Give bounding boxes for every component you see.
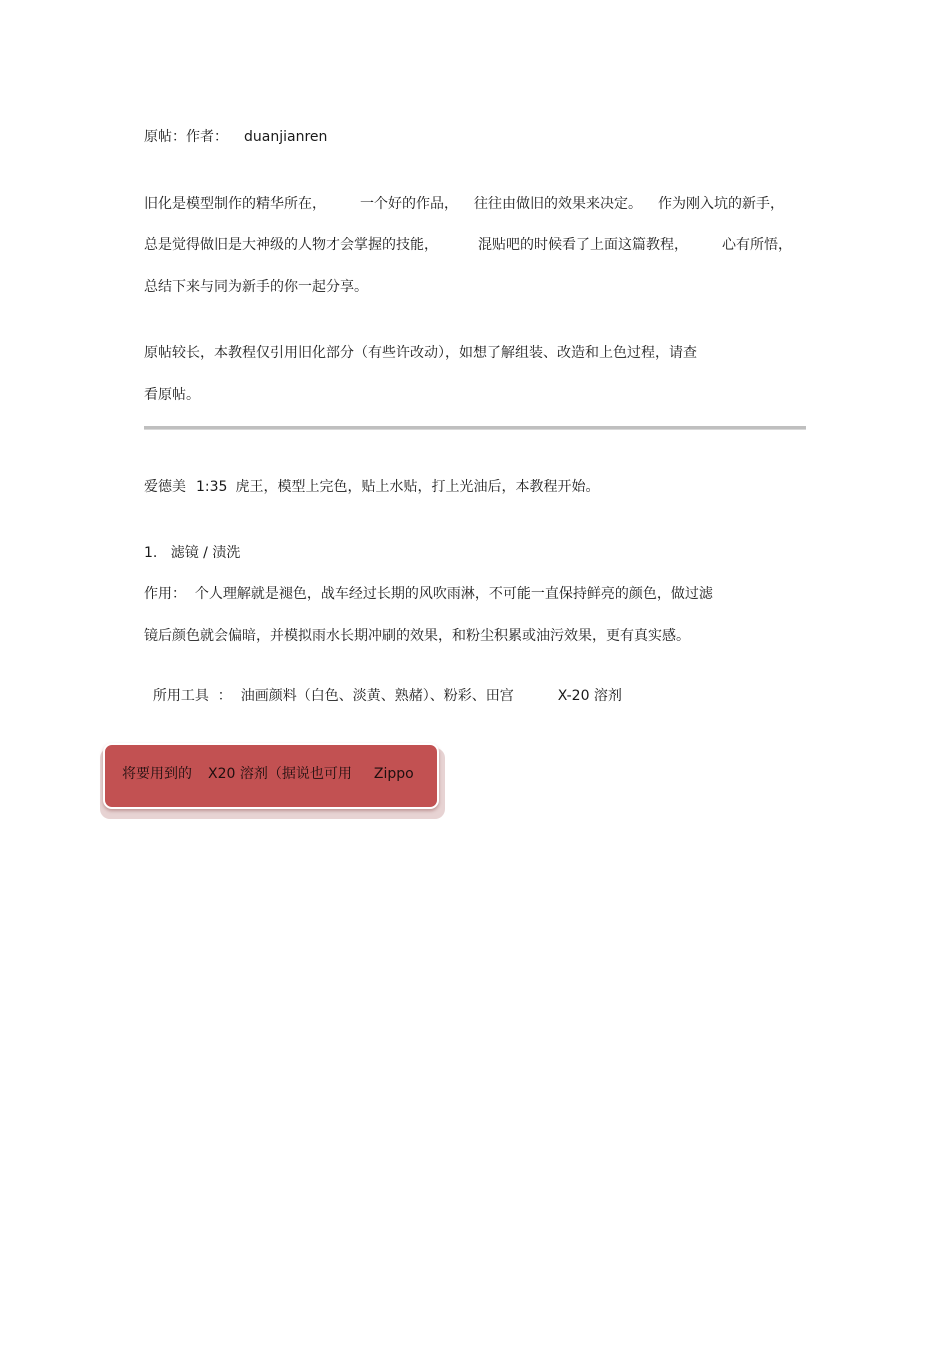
section-1-tools bbox=[144, 669, 622, 705]
section-1-heading: 1. 滤镜 / 渍洗 bbox=[144, 545, 241, 561]
intro-line-3: 总结下来与同为新手的你一起分享。 bbox=[144, 279, 368, 295]
callout-seg-1: 将要用到的 bbox=[122, 766, 192, 782]
note-line-1: 原帖较长，本教程仅引用旧化部分（有些许改动），如想了解组装、改造和上色过程，请查 bbox=[144, 345, 697, 361]
section-divider bbox=[144, 426, 806, 430]
callout-seg-3: Zippo bbox=[373, 766, 414, 782]
intro-line-1-seg-4: 作为刚入坑的新手， bbox=[658, 196, 784, 212]
model-line bbox=[144, 478, 599, 496]
author-label: 原帖：作者： bbox=[144, 129, 228, 145]
note-line-2: 看原帖。 bbox=[144, 387, 200, 403]
intro-line-1-seg-2: 一个好的作品， bbox=[360, 196, 458, 212]
tools-list: 所用工具 ： 油画颜料（白色、淡黄、熟赭）、粉彩、田宫 bbox=[152, 688, 514, 704]
author-line bbox=[144, 128, 327, 146]
callout-text bbox=[122, 765, 414, 783]
intro-line-2-seg-2: 混贴吧的时候看了上面这篇教程， bbox=[478, 237, 688, 253]
intro-line-2-seg-1: 总是觉得做旧是大神级的人物才会掌握的技能， bbox=[144, 237, 438, 253]
section-1-purpose-line-1: 作用： 个人理解就是褪色，战车经过长期的风吹雨淋，不可能一直保持鲜亮的颜色，做过滤 bbox=[144, 586, 713, 602]
model-line-seg-1: 爱德美 bbox=[144, 479, 186, 495]
tools-solvent: X-20 溶剂 bbox=[557, 688, 622, 704]
intro-line-2-seg-3: 心有所悟， bbox=[722, 237, 792, 253]
author-name: duanjianren bbox=[244, 129, 328, 145]
callout-box bbox=[103, 743, 439, 809]
intro-line-2 bbox=[144, 236, 792, 254]
intro-line-1-seg-1: 旧化是模型制作的精华所在， bbox=[144, 196, 326, 212]
callout-seg-2: X20 溶剂（据说也可用 bbox=[208, 766, 352, 782]
model-scale: 1:35 bbox=[196, 479, 228, 495]
section-1-purpose-line-2: 镜后颜色就会偏暗，并模拟雨水长期冲刷的效果，和粉尘积累或油污效果，更有真实感。 bbox=[144, 628, 690, 644]
intro-line-1-seg-3: 往往由做旧的效果来决定。 bbox=[474, 196, 642, 212]
model-line-seg-3: 虎王，模型上完色，贴上水贴，打上光油后，本教程开始。 bbox=[235, 479, 600, 495]
intro-line-1 bbox=[144, 195, 784, 213]
